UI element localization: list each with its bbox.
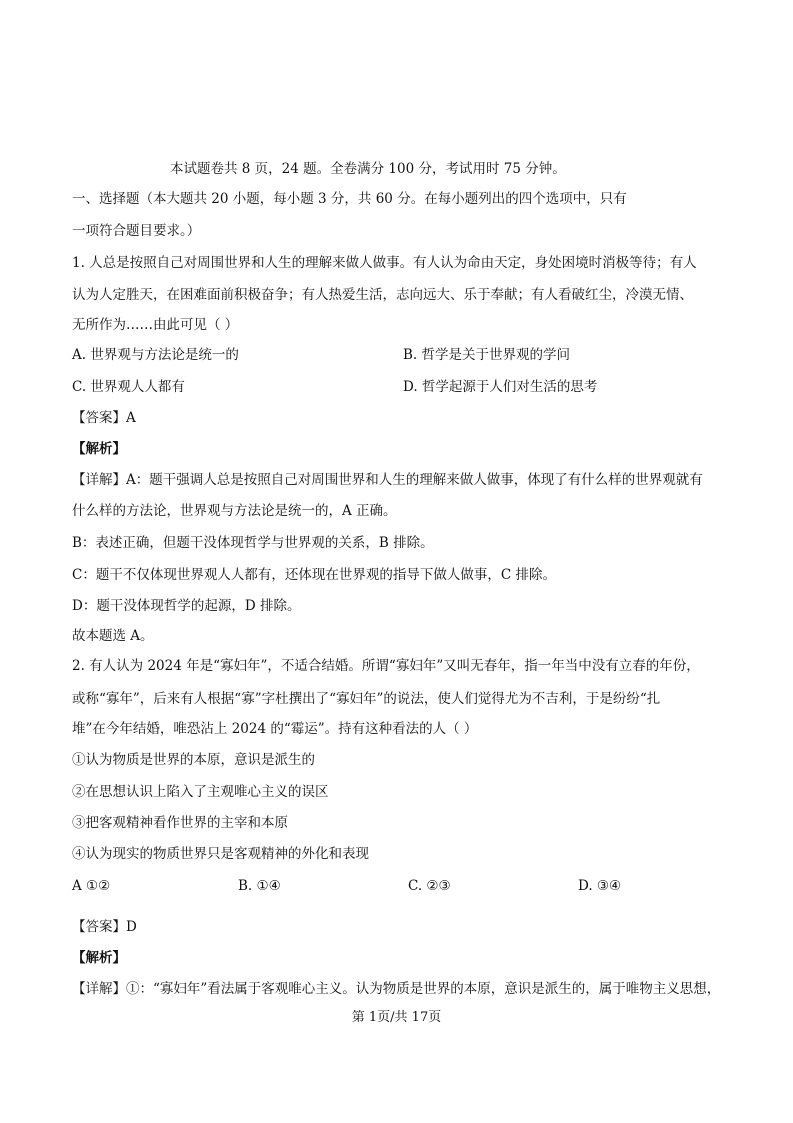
q1-stem-line: 认为人定胜天，在困难面前积极奋争；有人热爱生活，志向远大、乐于奉献；有人看破红尘，冷漠无情、 (72, 287, 693, 303)
q1-option-b: B. 哲学是关于世界观的学问 (403, 347, 571, 363)
q1-stem-line: 无所作为……由此可见（ ） (72, 317, 239, 333)
q2-option-a: A ①② (72, 878, 111, 894)
q2-statement-2: ②在思想认识上陷入了主观唯心主义的误区 (72, 784, 329, 800)
q2-option-b: B. ①④ (238, 878, 281, 894)
section-heading: 一、选择题（本大题共 20 小题，每小题 3 分，共 60 分。在每小题列出的四个选项中，只有 (72, 191, 627, 207)
q1-detail-line: C：题干不仅体现世界观人人都有，还体现在世界观的指导下做人做事，C 排除。 (72, 567, 556, 583)
q1-option-c: C. 世界观人人都有 (72, 379, 185, 395)
q1-answer: 【答案】A (72, 410, 136, 426)
q1-option-a: A. 世界观与方法论是统一的 (72, 347, 239, 363)
exam-intro: 本试题卷共 8 页，24 题。全卷满分 100 分，考试用时 75 分钟。 (170, 161, 566, 177)
q1-option-d: D. 哲学起源于人们对生活的思考 (403, 379, 598, 395)
q2-answer: 【答案】D (72, 919, 137, 935)
q2-stem-line: 或称“寡年”，后来有人根据“寡”字杜撰出了“寡妇年”的说法，使人们觉得尤为不吉利，于是纷纷“扎 (72, 691, 661, 707)
page-footer: 第 1页/共 17页 (351, 1010, 442, 1025)
q2-option-c: C. ②③ (408, 878, 451, 894)
q1-detail-line: B：表述正确，但题干没体现哲学与世界观的关系，B 排除。 (72, 535, 434, 551)
q2-stem-line: 2. 有人认为 2024 年是“寡妇年”，不适合结婚。所谓“寡妇年”又叫无春年，指一年当中没有立春的年份， (72, 658, 700, 674)
q1-detail-line: 故本题选 A。 (72, 628, 154, 644)
section-heading-cont: 一项符合题目要求。） (72, 223, 201, 239)
q2-analysis-label: 【解析】 (72, 950, 126, 966)
q2-stem-line: 堆”在今年结婚，唯恐沾上 2024 的“霉运”。持有这种看法的人（ ） (72, 721, 478, 737)
q1-detail-line: 【详解】A：题干强调人总是按照自己对周围世界和人生的理解来做人做事，体现了有什么样的世界观就有 (72, 472, 703, 488)
q2-statement-4: ④认为现实的物质世界只是客观精神的外化和表现 (72, 846, 369, 862)
q1-analysis-label: 【解析】 (72, 441, 126, 457)
q2-statement-1: ①认为物质是世界的本原，意识是派生的 (72, 752, 315, 768)
q1-detail-line: 什么样的方法论，世界观与方法论是统一的，A 正确。 (72, 503, 397, 519)
q2-statement-3: ③把客观精神看作世界的主宰和本原 (72, 815, 288, 831)
q2-option-d: D. ③④ (578, 878, 622, 894)
q1-detail-line: D：题干没体现哲学的起源，D 排除。 (72, 598, 301, 614)
q1-stem-line: 1. 人总是按照自己对周围世界和人生的理解来做人做事。有人认为命由天定，身处困境时消极等待；有人 (72, 255, 697, 271)
q2-detail-line: 【详解】①：“寡妇年”看法属于客观唯心主义。认为物质是世界的本原，意识是派生的，属于唯物主义思想， (72, 981, 721, 997)
